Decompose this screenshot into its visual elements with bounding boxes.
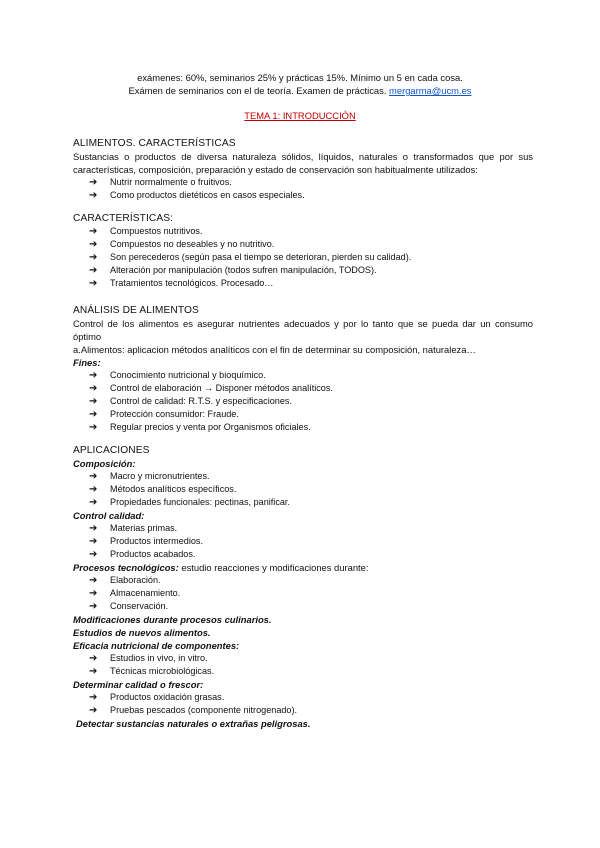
procesos-label: Procesos tecnológicos: (73, 562, 179, 573)
arrow-icon: ➔ (89, 190, 98, 201)
list-item: ➔ Almacenamiento. (89, 588, 181, 599)
arrow-icon: ➔ (89, 239, 98, 250)
list-item: ➔ Estudios in vivo, in vitro. (89, 653, 208, 664)
section-paragraph: Control de los alimentos es asegurar nutrientes adecuados y por lo tanto que se pueda dar un consumo óptimo (73, 318, 533, 342)
bullet-list (73, 522, 533, 561)
list-item: ➔ Protección consumidor: Fraude. (89, 409, 239, 420)
list-item: ➔ Productos oxidación grasas. (89, 692, 225, 703)
list-item: ➔ Conocimiento nutricional y bioquímico. (89, 370, 266, 381)
intro-line-1: exámenes: 60%, seminarios 25% y prácticas 15%. Mínimo un 5 en cada cosa. (137, 72, 463, 83)
detectar-line: Detectar sustancias naturales o extrañas peligrosas. (76, 718, 311, 729)
fines-label: Fines: (73, 357, 101, 368)
section-alimentos (73, 137, 533, 202)
section-caracteristicas (73, 212, 533, 290)
arrow-icon: ➔ (89, 252, 98, 263)
list-item: ➔ Pruebas pescados (componente nitrogenado). (89, 705, 298, 716)
arrow-icon: ➔ (89, 471, 98, 482)
intro-line-2-text: Exámen de seminarios con el de teoría. Examen de prácticas. (128, 85, 387, 96)
list-item: ➔ Control de elaboración → Disponer métodos analíticos. (89, 383, 333, 394)
section-paragraph: Sustancias o productos de diversa naturaleza sólidos, líquidos, naturales o transformados que por sus características, composición, preparación y estado de conservación son habitualmente utilizados: (73, 151, 533, 175)
arrow-icon: ➔ (89, 601, 98, 612)
list-item: ➔ Macro y micronutrientes. (89, 471, 210, 482)
arrow-icon: ➔ (89, 396, 98, 407)
control-label: Control calidad: (73, 510, 145, 521)
bullet-list (73, 369, 533, 434)
list-item: ➔ Son perecederos (según pasa el tiempo se deterioran, pierden su calidad). (89, 252, 412, 263)
arrow-icon: ➔ (89, 575, 98, 586)
arrow-icon: ➔ (89, 653, 98, 664)
bullet-list (73, 691, 533, 717)
arrow-icon: ➔ (89, 692, 98, 703)
modificaciones-line: Modificaciones durante procesos culinarios. (73, 614, 272, 625)
email-link[interactable]: mergarma@ucm.es (389, 85, 472, 96)
arrow-icon: ➔ (89, 549, 98, 560)
arrow-icon: ➔ (89, 484, 98, 495)
list-item: ➔ Compuestos nutritivos. (89, 226, 203, 237)
arrow-icon: ➔ (89, 226, 98, 237)
arrow-icon: ➔ (89, 666, 98, 677)
arrow-icon: ➔ (89, 177, 98, 188)
list-item: ➔ Elaboración. (89, 575, 161, 586)
section-analisis (73, 304, 533, 434)
list-item: ➔ Conservación. (89, 601, 169, 612)
list-item: ➔ Métodos analíticos específicos. (89, 484, 237, 495)
bullet-list (73, 652, 533, 678)
arrow-icon: ➔ (89, 265, 98, 276)
arrow-icon: ➔ (89, 278, 98, 289)
eficacia-label: Eficacia nutricional de componentes: (73, 640, 240, 651)
determinar-label: Determinar calidad o frescor: (73, 679, 204, 690)
list-item: ➔ Propiedades funcionales: pectinas, panificar. (89, 497, 290, 508)
section-heading: ALIMENTOS. CARACTERÍSTICAS (73, 138, 236, 149)
bullet-list (73, 176, 533, 202)
procesos-line (73, 561, 533, 574)
section-heading: APLICACIONES (73, 445, 150, 456)
bullet-list (73, 225, 533, 290)
composicion-label: Composición: (73, 458, 136, 469)
list-item: ➔ Técnicas microbiológicas. (89, 666, 215, 677)
section-heading: ANÁLISIS DE ALIMENTOS (73, 305, 199, 316)
list-item: ➔ Alteración por manipulación (todos sufren manipulación, TODOS). (89, 265, 377, 276)
arrow-icon: ➔ (89, 705, 98, 716)
list-item: ➔ Materias primas. (89, 523, 178, 534)
list-item: ➔ Control de calidad: R.T.S. y especificaciones. (89, 396, 292, 407)
theme-title: TEMA 1: INTRODUCCIÓN (244, 110, 356, 121)
list-item: ➔ Productos acabados. (89, 549, 196, 560)
list-item: ➔ Tratamientos tecnológicos. Procesado… (89, 278, 274, 289)
list-item: ➔ Nutrir normalmente o fruitivos. (89, 177, 232, 188)
estudios-line: Estudios de nuevos alimentos. (73, 627, 211, 638)
list-item: ➔ Como productos dietéticos en casos especiales. (89, 190, 305, 201)
bullet-list (73, 574, 533, 613)
bullet-list (73, 470, 533, 509)
arrow-icon: ➔ (89, 422, 98, 433)
procesos-text: estudio reacciones y modificaciones durante: (178, 562, 369, 573)
intro-line-2 (0, 84, 600, 97)
section-line: a.Alimentos: aplicacion métodos analíticos con el fin de determinar su composición, naturaleza… (73, 344, 476, 355)
arrow-icon: ➔ (89, 523, 98, 534)
arrow-icon: ➔ (89, 588, 98, 599)
arrow-icon: ➔ (89, 497, 98, 508)
arrow-icon: ➔ (89, 370, 98, 381)
arrow-icon: ➔ (89, 409, 98, 420)
list-item: ➔ Regular precios y venta por Organismos oficiales. (89, 422, 311, 433)
section-heading: CARACTERÍSTICAS: (73, 213, 174, 224)
section-aplicaciones (73, 444, 533, 730)
list-item: ➔ Compuestos no deseables y no nutritivo. (89, 239, 275, 250)
arrow-icon: ➔ (89, 383, 98, 394)
arrow-icon: ➔ (89, 536, 98, 547)
list-item: ➔ Productos intermedios. (89, 536, 204, 547)
